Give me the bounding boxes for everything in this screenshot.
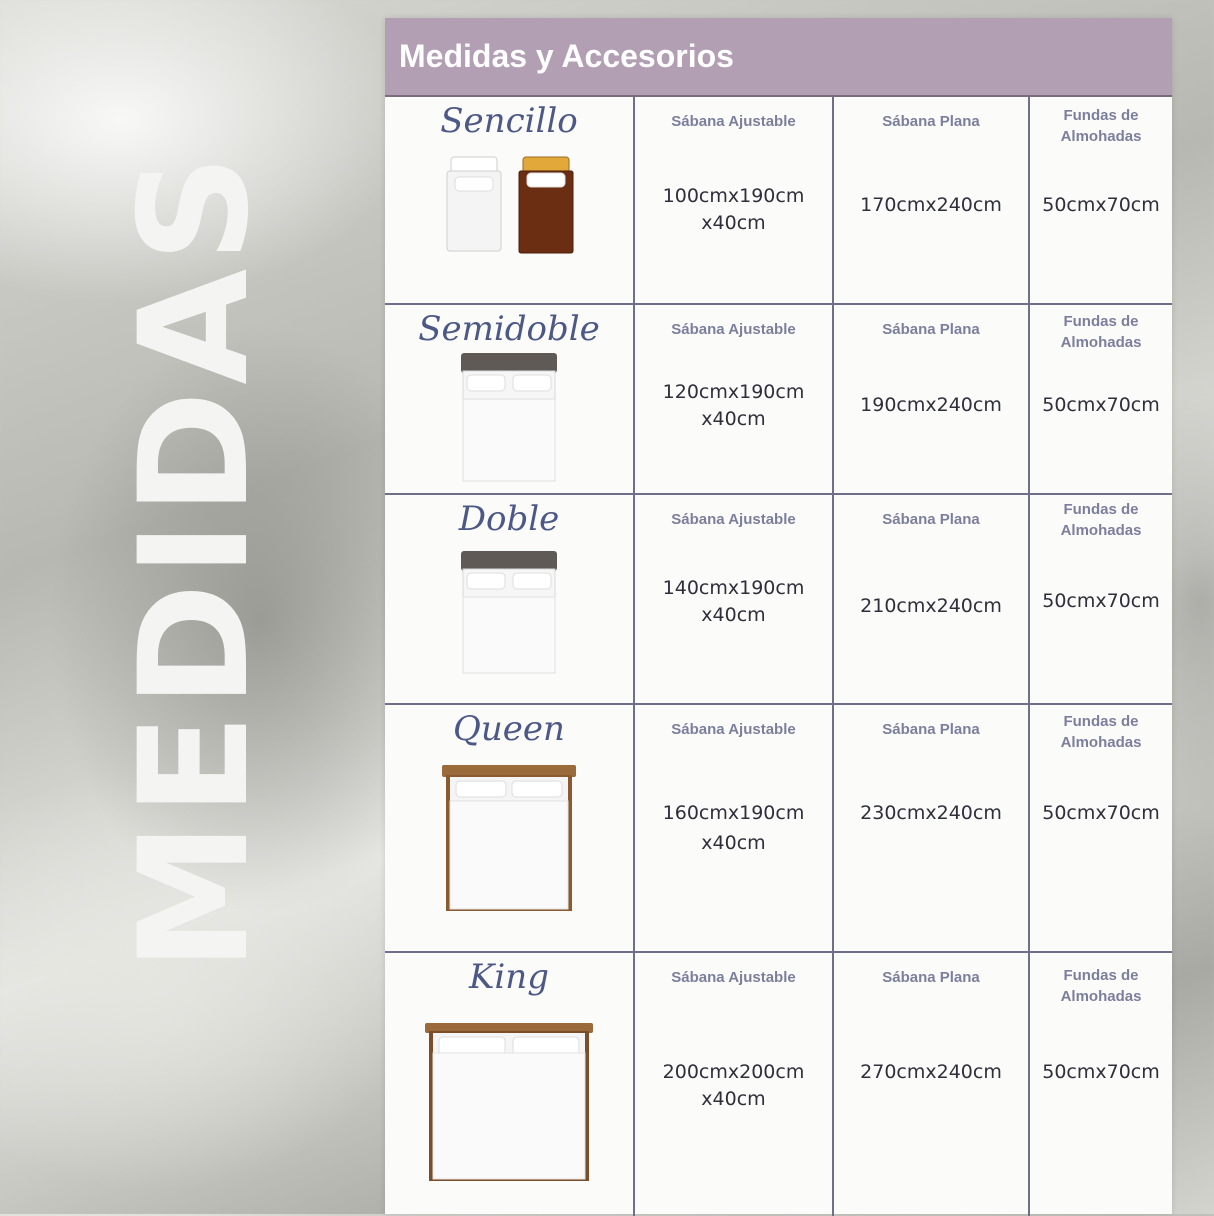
pillowcase-cell [1030, 953, 1172, 1216]
fitted-sheet-cell [635, 97, 834, 303]
flat-sheet-label: Sábana Plana [882, 511, 980, 528]
bed-size-name: Semidoble [418, 309, 600, 349]
size-table-card [385, 18, 1172, 1214]
pillowcase-label-line1: Fundas de [1063, 967, 1139, 984]
pillowcase-label [1030, 311, 1172, 353]
pillowcase-label [1030, 965, 1172, 1007]
flat-sheet-label: Sábana Plana [882, 321, 980, 338]
fitted-sheet-label: Sábana Ajustable [671, 511, 796, 528]
flat-sheet-cell [834, 97, 1030, 303]
bed-size-name: King [469, 957, 549, 997]
flat-sheet-value: 270cmx240cm [860, 1061, 1002, 1083]
fitted-sheet-label: Sábana Ajustable [671, 113, 796, 130]
fitted-sheet-value: 160cmx190cm [662, 802, 805, 824]
flat-sheet-value: 230cmx240cm [860, 802, 1002, 824]
table-header [385, 18, 1172, 97]
fitted-sheet-value: 100cmx190cm [662, 185, 805, 207]
fitted-sheet-depth: x40cm [701, 408, 766, 430]
fitted-sheet-value: 200cmx200cm [662, 1061, 805, 1083]
fitted-sheet-cell [635, 953, 834, 1216]
flat-sheet-cell [834, 953, 1030, 1216]
pillowcase-label [1030, 105, 1172, 147]
fitted-sheet-cell [635, 495, 834, 703]
twin-beds-icon [439, 155, 579, 255]
bed-size-cell [385, 97, 635, 303]
fitted-sheet-value: 140cmx190cm [662, 577, 805, 599]
flat-sheet-label: Sábana Plana [882, 113, 980, 130]
table-row [385, 495, 1172, 705]
pillowcase-value: 50cmx70cm [1042, 1061, 1160, 1083]
bed-size-name: Doble [458, 499, 560, 539]
bed-size-name: Queen [453, 709, 565, 749]
pillowcase-cell [1030, 97, 1172, 303]
pillowcase-label-line2: Almohadas [1060, 988, 1142, 1005]
bed-size-name: Sencillo [440, 101, 578, 141]
flat-sheet-value: 210cmx240cm [860, 595, 1002, 617]
flat-sheet-cell [834, 495, 1030, 703]
pillowcase-value: 50cmx70cm [1042, 194, 1160, 216]
pillowcase-value: 50cmx70cm [1042, 802, 1160, 824]
flat-sheet-label: Sábana Plana [882, 969, 980, 986]
pillowcase-label [1030, 499, 1172, 541]
flat-sheet-cell [834, 305, 1030, 493]
table-row [385, 705, 1172, 953]
pillowcase-label-line2: Almohadas [1060, 334, 1142, 351]
bed-icon [459, 353, 559, 485]
fitted-sheet-cell [635, 305, 834, 493]
pillowcase-label-line2: Almohadas [1060, 522, 1142, 539]
table-row [385, 953, 1172, 1216]
flat-sheet-value: 170cmx240cm [860, 194, 1002, 216]
page-title: Medidas y Accesorios [399, 38, 734, 74]
bed-icon [459, 551, 559, 675]
pillowcase-label-line1: Fundas de [1063, 107, 1139, 124]
bed-size-cell [385, 305, 635, 493]
pillowcase-label-line1: Fundas de [1063, 313, 1139, 330]
fitted-sheet-depth: x40cm [701, 212, 766, 234]
pillowcase-label-line2: Almohadas [1060, 128, 1142, 145]
table-row [385, 97, 1172, 305]
pillowcase-cell [1030, 705, 1172, 951]
fitted-sheet-depth: x40cm [701, 832, 766, 854]
bed-size-cell [385, 705, 635, 951]
side-title: MEDIDAS [108, 148, 282, 972]
fitted-sheet-value: 120cmx190cm [662, 381, 805, 403]
bed-icon [442, 765, 576, 915]
flat-sheet-cell [834, 705, 1030, 951]
flat-sheet-value: 190cmx240cm [860, 394, 1002, 416]
table-row [385, 305, 1172, 495]
bed-size-cell [385, 953, 635, 1216]
pillowcase-value: 50cmx70cm [1042, 394, 1160, 416]
bed-icon [425, 1023, 593, 1183]
fitted-sheet-label: Sábana Ajustable [671, 721, 796, 738]
pillowcase-label [1030, 711, 1172, 753]
pillowcase-cell [1030, 495, 1172, 703]
fitted-sheet-depth: x40cm [701, 604, 766, 626]
fitted-sheet-label: Sábana Ajustable [671, 969, 796, 986]
pillowcase-label-line1: Fundas de [1063, 501, 1139, 518]
fitted-sheet-label: Sábana Ajustable [671, 321, 796, 338]
pillowcase-label-line1: Fundas de [1063, 713, 1139, 730]
fitted-sheet-cell [635, 705, 834, 951]
pillowcase-label-line2: Almohadas [1060, 734, 1142, 751]
pillowcase-cell [1030, 305, 1172, 493]
pillowcase-value: 50cmx70cm [1042, 590, 1160, 612]
flat-sheet-label: Sábana Plana [882, 721, 980, 738]
fitted-sheet-depth: x40cm [701, 1088, 766, 1110]
bed-size-cell [385, 495, 635, 703]
